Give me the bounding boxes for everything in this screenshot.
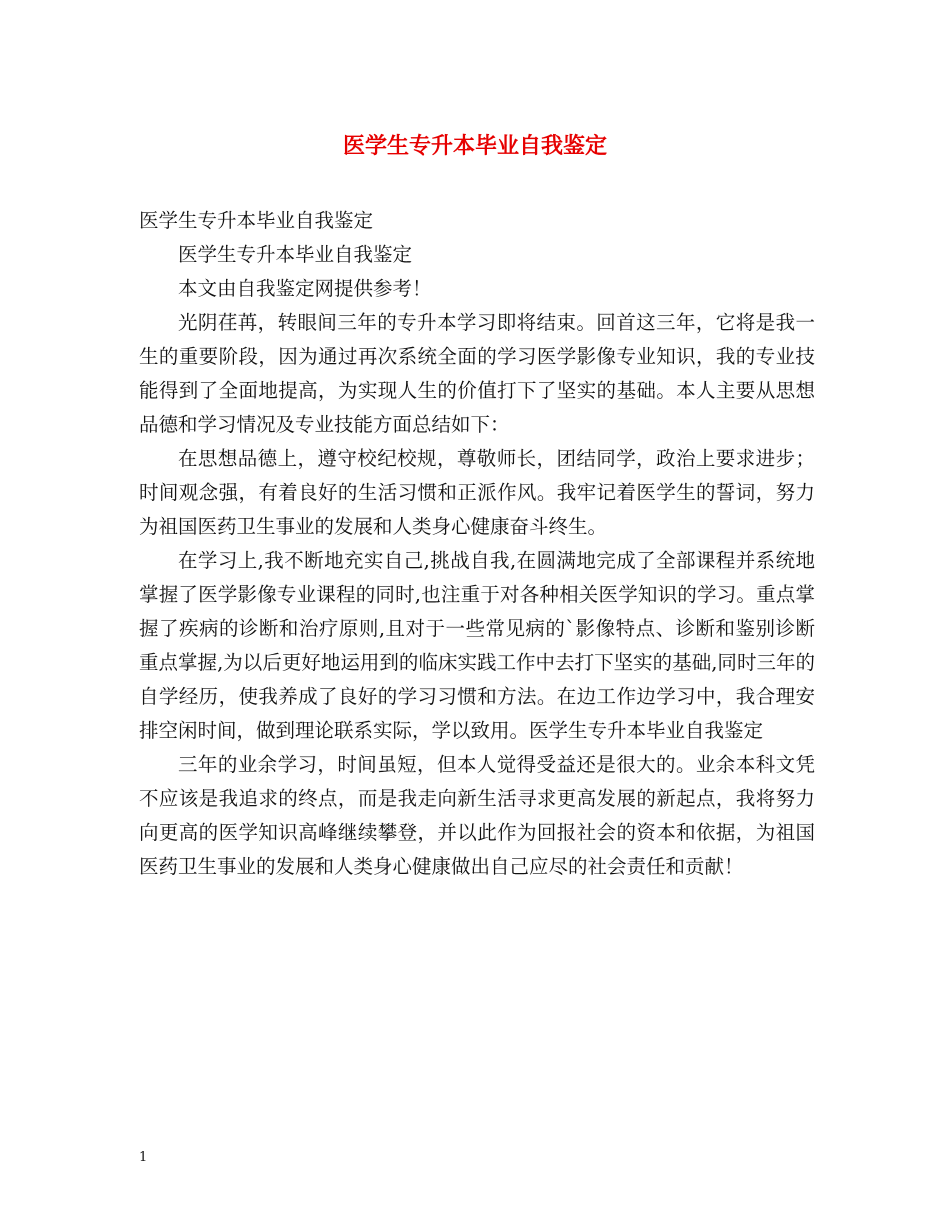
paragraph-heading: 医学生专升本毕业自我鉴定	[139, 209, 374, 232]
page-number: 1	[139, 1150, 148, 1165]
document-body	[139, 204, 815, 884]
paragraph-study: 在学习上,我不断地充实自己,挑战自我,在圆满地完成了全部课程并系统地掌握了医学影像专业课程的同时,也注重于对各种相关医学知识的学习。重点掌握了疾病的诊断和治疗原则,且对于一些常见病的`影像特点、诊断和鉴别诊断重点掌握,为以后更好地运用到的临床实践工作中去打下坚实的基础,同时三年的自学经历，使我养成了良好的学习习惯和方法。在边工作边学习中，我合理安排空闲时间，做到理论联系实际，学以致用。医学生专升本毕业自我鉴定	[139, 549, 815, 742]
document-title: 医学生专升本毕业自我鉴定	[342, 134, 607, 159]
paragraph-conclusion: 三年的业余学习，时间虽短，但本人觉得受益还是很大的。业余本科文凭不应该是我追求的终点，而是我走向新生活寻求更高发展的新起点，我将努力向更高的医学知识高峰继续攀登，并以此作为回报社会的资本和依据，为祖国医药卫生事业的发展和人类身心健康做出自己应尽的社会责任和贡献！	[139, 753, 815, 878]
paragraph-source-note: 本文由自我鉴定网提供参考！	[178, 277, 432, 300]
paragraph-intro: 光阴荏苒，转眼间三年的专升本学习即将结束。回首这三年，它将是我一生的重要阶段，因为通过再次系统全面的学习医学影像专业知识，我的专业技能得到了全面地提高，为实现人生的价值打下了坚实的基础。本人主要从思想品德和学习情况及专业技能方面总结如下：	[139, 311, 815, 436]
paragraph-subheading: 医学生专升本毕业自我鉴定	[178, 243, 413, 266]
paragraph-moral-character: 在思想品德上，遵守校纪校规，尊敬师长，团结同学，政治上要求进步；时间观念强，有着良好的生活习惯和正派作风。我牢记着医学生的誓词，努力为祖国医药卫生事业的发展和人类身心健康奋斗终生。	[139, 447, 815, 538]
